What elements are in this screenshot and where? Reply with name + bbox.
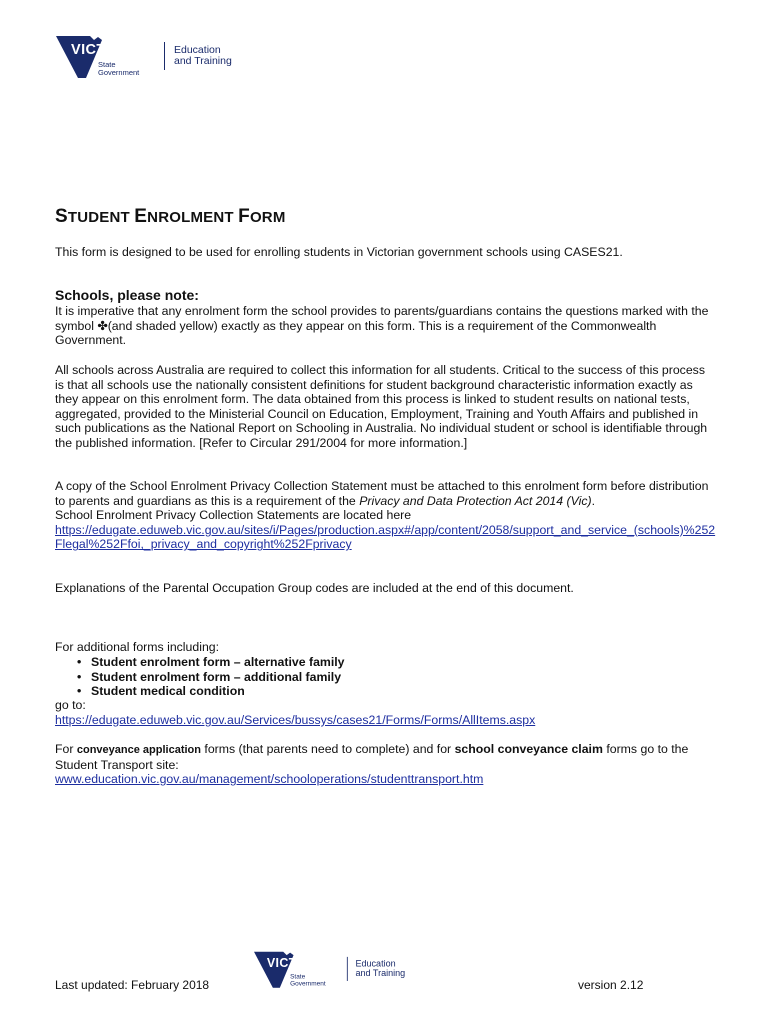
intro-text: This form is designed to be used for enrolling students in Victorian government schools using CASES21. [55, 245, 623, 259]
title-part: ORM [249, 209, 286, 226]
title-part: TUDENT [67, 209, 135, 226]
note-text: It is imperative that any enrolment form the school provides to parents/guardians contains the questions marked with the symbol [55, 304, 709, 333]
conveyance-paragraph [55, 742, 717, 772]
list-item: • Student enrolment form – additional family [91, 670, 345, 685]
note-heading: Schools, please note: [55, 287, 199, 303]
additional-forms-intro: For additional forms including: [55, 640, 220, 654]
last-updated: Last updated: February 2018 [55, 978, 210, 992]
footer-logo [254, 950, 405, 988]
symbol-icon: ✤ [97, 318, 108, 333]
department-name [174, 45, 232, 67]
note-text: (and shaded yellow) exactly as they appear on this form. This is a requirement of the Commonwealth Government. [55, 318, 657, 348]
privacy-act-name: Privacy and Data Protection Act 2014 (Vic) [359, 493, 592, 508]
additional-forms-list [55, 655, 345, 699]
dept-line2: and Training [355, 968, 406, 979]
victoria-logo-mark [56, 34, 156, 78]
page-title [55, 206, 286, 228]
title-part: NROLMENT [147, 209, 239, 226]
note-paragraph-1 [55, 304, 715, 348]
conveyance-text: forms go to the Student Transport site: [55, 742, 689, 772]
logo-sub-line1: State [290, 972, 306, 981]
privacy-link[interactable]: https://edugate.eduweb.vic.gov.au/sites/i/Pages/production.aspx#/app/content/2058/support_and_service_(schools)%252Flegal%252Ffoi,_privacy_and_copyright%252Fprivacy [55, 522, 716, 552]
conveyance-bold: school conveyance claim [454, 742, 603, 756]
dept-line1: Education [174, 44, 221, 56]
privacy-location-text: School Enrolment Privacy Collection Statements are located here [55, 508, 412, 523]
logo-divider [347, 957, 348, 981]
title-part: F [238, 206, 250, 227]
occupation-note: Explanations of the Parental Occupation Group codes are included at the end of this document. [55, 581, 574, 595]
title-part: S [55, 206, 68, 227]
list-item: • Student medical condition [91, 684, 345, 699]
dept-line2: and Training [174, 55, 232, 67]
logo-wordmark: VICTORIA [71, 42, 144, 58]
conveyance-bold: conveyance application [76, 744, 201, 756]
logo-divider [164, 42, 165, 70]
logo-sub-line1: State [98, 60, 116, 69]
version-number: version 2.12 [578, 978, 644, 992]
privacy-text: A copy of the School Enrolment Privacy Collection Statement must be attached to this enrolment form before distribution to parents and guardians as this is a requirement of the [55, 479, 709, 508]
logo-sub-line2: Government [290, 978, 326, 987]
go-to-text: go to: [55, 698, 86, 712]
conveyance-text: forms (that parents need to complete) and for [200, 742, 455, 756]
logo-wordmark: VICTORIA [266, 956, 330, 971]
privacy-text: . [591, 493, 595, 508]
transport-link[interactable]: www.education.vic.gov.au/management/schooloperations/studenttransport.htm [55, 772, 484, 786]
victoria-logo-mark [254, 950, 340, 988]
logo-subtitle [290, 973, 326, 986]
logo-sub-line2: Government [98, 67, 140, 77]
logo-subtitle [98, 61, 139, 76]
conveyance-text: For [55, 742, 77, 756]
header-logo [56, 34, 232, 78]
dept-line1: Education [355, 958, 396, 969]
privacy-paragraph [55, 479, 717, 552]
forms-link[interactable]: https://edugate.eduweb.vic.gov.au/Services/bussys/cases21/Forms/Forms/AllItems.aspx [55, 713, 536, 727]
department-name [355, 959, 405, 978]
title-part: E [134, 206, 148, 227]
list-item: • Student enrolment form – alternative family [91, 655, 345, 670]
note-paragraph-2: All schools across Australia are required to collect this information for all students. Critical to the success of this process is that all schools use the nationally consistent definitions for student background characteristic information exactly as they appear on this enrolment form. The data obtained from this process is linked to student results on national tests, aggregated, provided to the Ministerial Council on Education, Employment, Training and Youth Affairs and published in such publications as the National Report on Schooling in Australia. No individual student or school is identifiable through the published information. [Refer to Circular 291/2004 for more information.] [55, 363, 708, 450]
